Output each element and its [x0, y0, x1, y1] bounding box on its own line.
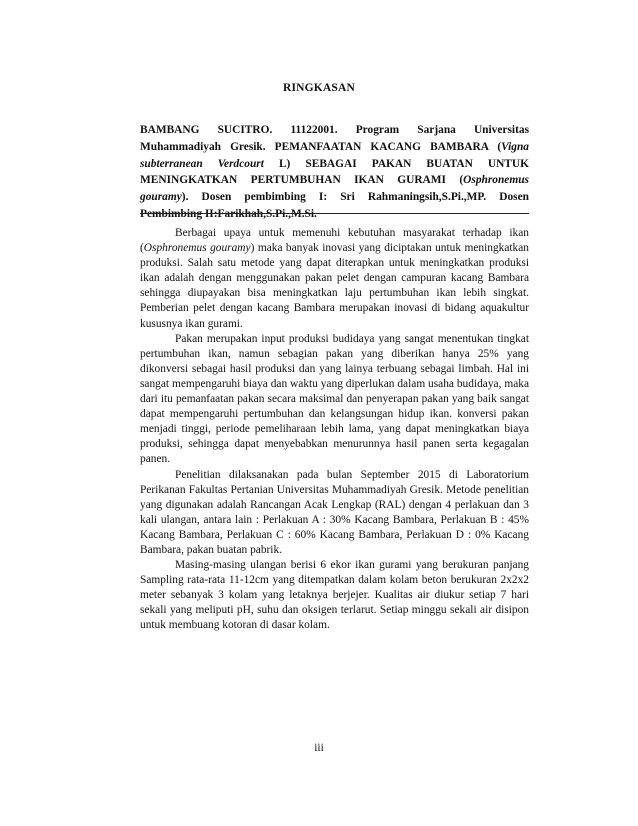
- header-divider: [140, 213, 529, 214]
- paragraph-1-species: Osphronemus gouramy: [143, 242, 251, 255]
- paragraph-1-text-b: ) maka banyak inovasi yang diciptakan untuk meningkatkan produksi. Salah satu metode yang dapat diterapkan untuk meningkatkan produksi ikan adalah dengan menggunakan pakan pelet dengan campuran kacang Bambara sehingga diupayakan bisa meningkatkan laju pertumbuhan ikan lebih singkat. Pemberian pelet dengan kacang Bambara merupakan inovasi di bidang aquakultur kususnya ikan gurami.: [140, 242, 529, 330]
- paragraph-1-text-a: Berbagai upaya untuk memenuhi kebutuhan masyarakat terhadap ikan (: [140, 227, 529, 255]
- header-text-part2: L) SEBAGAI PAKAN BUATAN UNTUK MENINGKATKAN PERTUMBUHAN IKAN GURAMI (: [140, 157, 529, 187]
- header-species-2: Osphronemus gouramy: [140, 174, 529, 204]
- header-text-part1: BAMBANG SUCITRO. 11122001. Program Sarjana Universitas Muhammadiyah Gresik. PEMANFAATAN KACANG BAMBARA (: [140, 124, 529, 153]
- abstract-header: [140, 122, 529, 223]
- paragraph-2: Pakan merupakan input produksi budidaya yang sangat menentukan tingkat pertumbuhan ikan, namun sebagian pakan yang diberikan hanya 25% yang dikonversi sebagai hasil produksi dan yang lainya terbuang sebagai limbah. Hal ini sangat mempengaruhi biaya dan waktu yang diperlukan dalam usaha budidaya, maka dari itu pemanfaatan pakan secara maksimal dan penyerapan pakan yang baik sangat dapat mempengaruhi pertumbuhan dan kelangsungan hidup ikan. konversi pakan menjadi tinggi, periode pemeliharaan lebih lama, yang dapat meningkatkan biaya produksi, sehingga dapat menyebabkan menurunnya hasil panen serta kegagalan panen.: [140, 332, 529, 466]
- paragraph-1: [140, 226, 529, 332]
- header-text-part3: ). Dosen pembimbing I: Sri Rahmaningsih,S.Pi.,MP. Dosen Pembimbing II:Farikhah,S.Pi.,M.Si.: [140, 191, 529, 220]
- header-species-1: Vigna subterranean Verdcourt: [140, 140, 529, 170]
- abstract-body: [140, 226, 529, 634]
- paragraph-3: Penelitian dilaksanakan pada bulan September 2015 di Laboratorium Perikanan Fakultas Pertanian Universitas Muhammadiyah Gresik. Metode penelitian yang digunakan adalah Rancangan Acak Lengkap (RAL) dengan 4 perlakuan dan 3 kali ulangan, antara lain : Perlakuan A : 30% Kacang Bambara, Perlakuan B : 45% Kacang Bambara, Perlakuan C : 60% Kacang Bambara, Perlakuan D : 0% Kacang Bambara, pakan buatan pabrik.: [140, 468, 529, 556]
- paragraph-4: Masing-masing ulangan berisi 6 ekor ikan gurami yang berukuran panjang Sampling rata-rata 11-12cm yang ditempatkan dalam kolam beton berukuran 2x2x2 meter sebanyak 3 kolam yang letaknya berjejer. Kualitas air diukur setiap 7 hari sekali yang meliputi pH, suhu dan oksigen terlarut. Setiap minggu sekali air disipon untuk membuang kotoran di dasar kolam.: [140, 559, 529, 632]
- page-title: RINGKASAN: [282, 82, 356, 94]
- page-number: iii: [314, 742, 324, 754]
